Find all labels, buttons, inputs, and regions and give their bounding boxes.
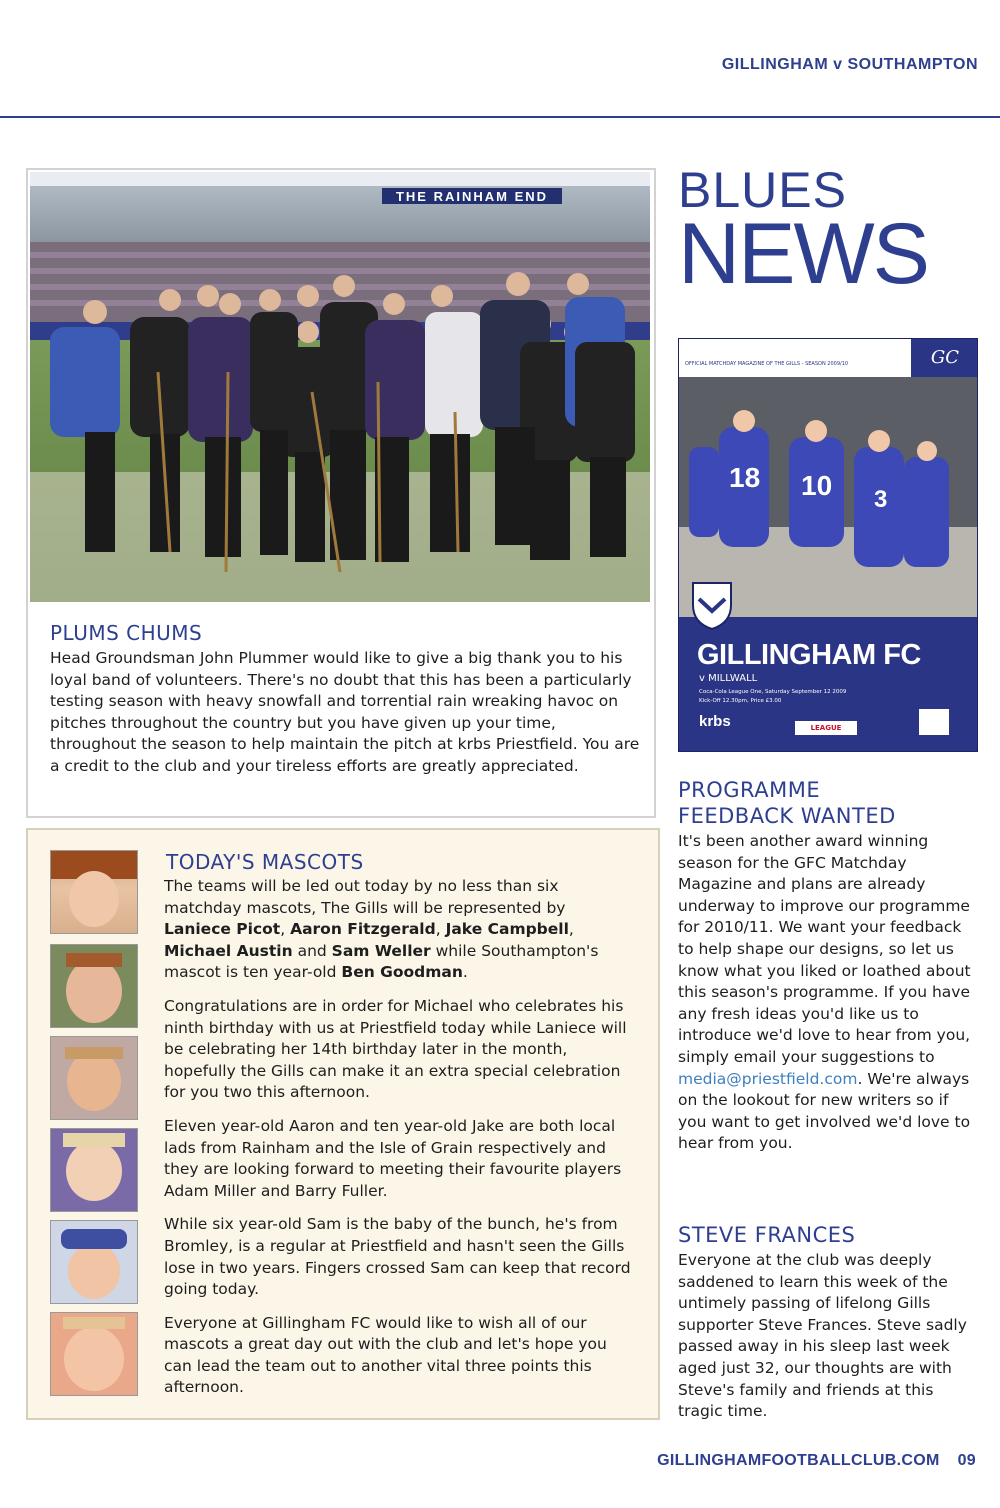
mascot-name: Jake Campbell: [445, 920, 569, 939]
steve-frances-title: STEVE FRANCES: [678, 1223, 856, 1247]
mascots-paragraph-1: [164, 876, 634, 984]
cover-title: GILLINGHAM FC: [697, 639, 921, 671]
feedback-email-link[interactable]: media@priestfield.com: [678, 1069, 858, 1088]
mascots-paragraph-3: Eleven year-old Aaron and ten year-old Jake are both local lads from Rainham and the Isle of Grain respectively and they are looking forward to meeting their favourite players Adam Miller and Barry Fuller.: [164, 1116, 622, 1200]
steve-frances-text: Everyone at the club was deeply saddened to learn this week of the untimely passing of lifelong Gills supporter Steve Frances. Steve sadly passed away in his sleep last week aged just 32, our thoughts are with Steve's family and friends at this tragic time.: [678, 1251, 967, 1421]
separator: ,: [568, 920, 574, 939]
cover-topline: OFFICIAL MATCHDAY MAGAZINE OF THE GILLS - SEASON 2009/10: [685, 361, 849, 367]
mascots-paragraph-4: While six year-old Sam is the baby of the bunch, he's from Bromley, is a regular at Priestfield and hasn't seen the Gills lose in two years. Fingers crossed Sam can keep that record going today.: [164, 1215, 631, 1299]
separator: and: [292, 941, 332, 960]
mascot-face-icon: [51, 1221, 137, 1303]
mascots-p1-text: .: [462, 963, 468, 982]
programme-cover: [678, 338, 978, 752]
feedback-title-line-2: FEEDBACK WANTED: [678, 804, 896, 828]
mascots-paragraph-2: Congratulations are in order for Michael who celebrates his ninth birthday with us at Priestfield today while Laniece will be celebrating her 14th birthday later in the month, hopefully the Gills can make it an extra special celebration for you two this afternoon.: [164, 996, 627, 1102]
rainham-end-banner: THE RAINHAM END: [395, 189, 549, 204]
mascots-p1-text: The teams will be led out today by no less than six matchday mascots, The Gills will be represented by: [164, 877, 566, 917]
cover-info-2: Kick-Off 12.30pm, Price £3.00: [699, 698, 782, 704]
blues-news-heading: [678, 162, 928, 302]
plums-chums-text: Head Groundsman John Plummer would like to give a big thank you to his loyal band of volunteers. There's no doubt that this has been a particularly testing season with heavy snowfall and torrential rain wreaking havoc on pitches throughout the country but you have given up your time, throughout the season to help maintain the pitch at krbs Priestfield. You are a credit to the club and your tireless efforts are greatly appreciated.: [50, 649, 640, 775]
mascot-name: Sam Weller: [331, 941, 431, 960]
cover-monogram: GC: [930, 347, 959, 368]
mascot-photo-5: [50, 1220, 138, 1304]
mascots-p1-text: while Southampton's mascot is ten year-old: [164, 941, 599, 982]
club-crest-icon: [691, 581, 733, 631]
feedback-text: [678, 831, 978, 1155]
cover-shirt-number: 10: [801, 470, 833, 501]
page-header-match: GILLINGHAM v SOUTHAMPTON: [721, 56, 978, 73]
mascot-face-icon: [51, 1037, 137, 1119]
mascot-face-icon: [51, 851, 137, 933]
volunteers-photo-illustration: [30, 172, 650, 602]
mascot-photo-2: [50, 944, 138, 1028]
mascot-name: Laniece Picot: [164, 920, 281, 939]
mascot-photo-4: [50, 1128, 138, 1212]
cover-info-1: Coca-Cola League One, Saturday September 12 2009: [699, 689, 847, 695]
feedback-text-b: . We're always on the lookout for new writers so if you want to get involved we'd love to hear from you.: [678, 1069, 971, 1153]
page-footer: [657, 1452, 976, 1470]
cover-sponsor-logo: krbs: [699, 713, 731, 730]
mascot-name: Ben Goodman: [341, 963, 463, 982]
separator: ,: [435, 920, 446, 939]
cover-shirt-number: 18: [729, 462, 761, 493]
cover-opponent: v MILLWALL: [699, 673, 758, 684]
footer-website: GILLINGHAMFOOTBALLCLUB.COM: [657, 1452, 940, 1469]
plums-chums-title: PLUMS CHUMS: [50, 621, 203, 645]
mascots-title: TODAY'S MASCOTS: [166, 850, 364, 874]
cover-shirt-number: 3: [874, 486, 888, 513]
feedback-text-a: It's been another award winning season for the GFC Matchday Magazine and plans are already underway to improve our programme for 2010/11. We want your feedback to help shape our designs, so let us know what you liked or loathed about this season's programme. If you have any fresh ideas you'd like us to introduce we'd love to hear from you, simply email your suggestions to: [678, 832, 971, 1066]
mascot-face-icon: [51, 1129, 137, 1211]
blues-heading-line: BLUES: [678, 162, 847, 218]
mascot-photo-1: [50, 850, 138, 934]
mascots-paragraph-5: Everyone at Gillingham FC would like to wish all of our mascots a great day out with the club and let's hope you can lead the team out to another vital three points this afternoon.: [164, 1313, 607, 1397]
cover-partner-badge: [919, 709, 949, 735]
volunteers-photo: [30, 172, 650, 602]
cover-league-badge: LEAGUE: [795, 721, 857, 735]
news-heading-line: NEWS: [678, 206, 928, 302]
mascots-box: [26, 828, 660, 1420]
page-number: 09: [957, 1452, 976, 1469]
mascot-face-icon: [51, 1313, 137, 1395]
mascot-photo-3: [50, 1036, 138, 1120]
mascot-name: Michael Austin: [164, 941, 293, 960]
separator: ,: [280, 920, 291, 939]
header-rule: [0, 116, 1000, 118]
mascots-body: [164, 876, 634, 1411]
mascot-face-icon: [51, 945, 137, 1027]
mascot-name: Aaron Fitzgerald: [290, 920, 436, 939]
feedback-title-line-1: PROGRAMME: [678, 778, 821, 802]
mascot-photo-6: [50, 1312, 138, 1396]
